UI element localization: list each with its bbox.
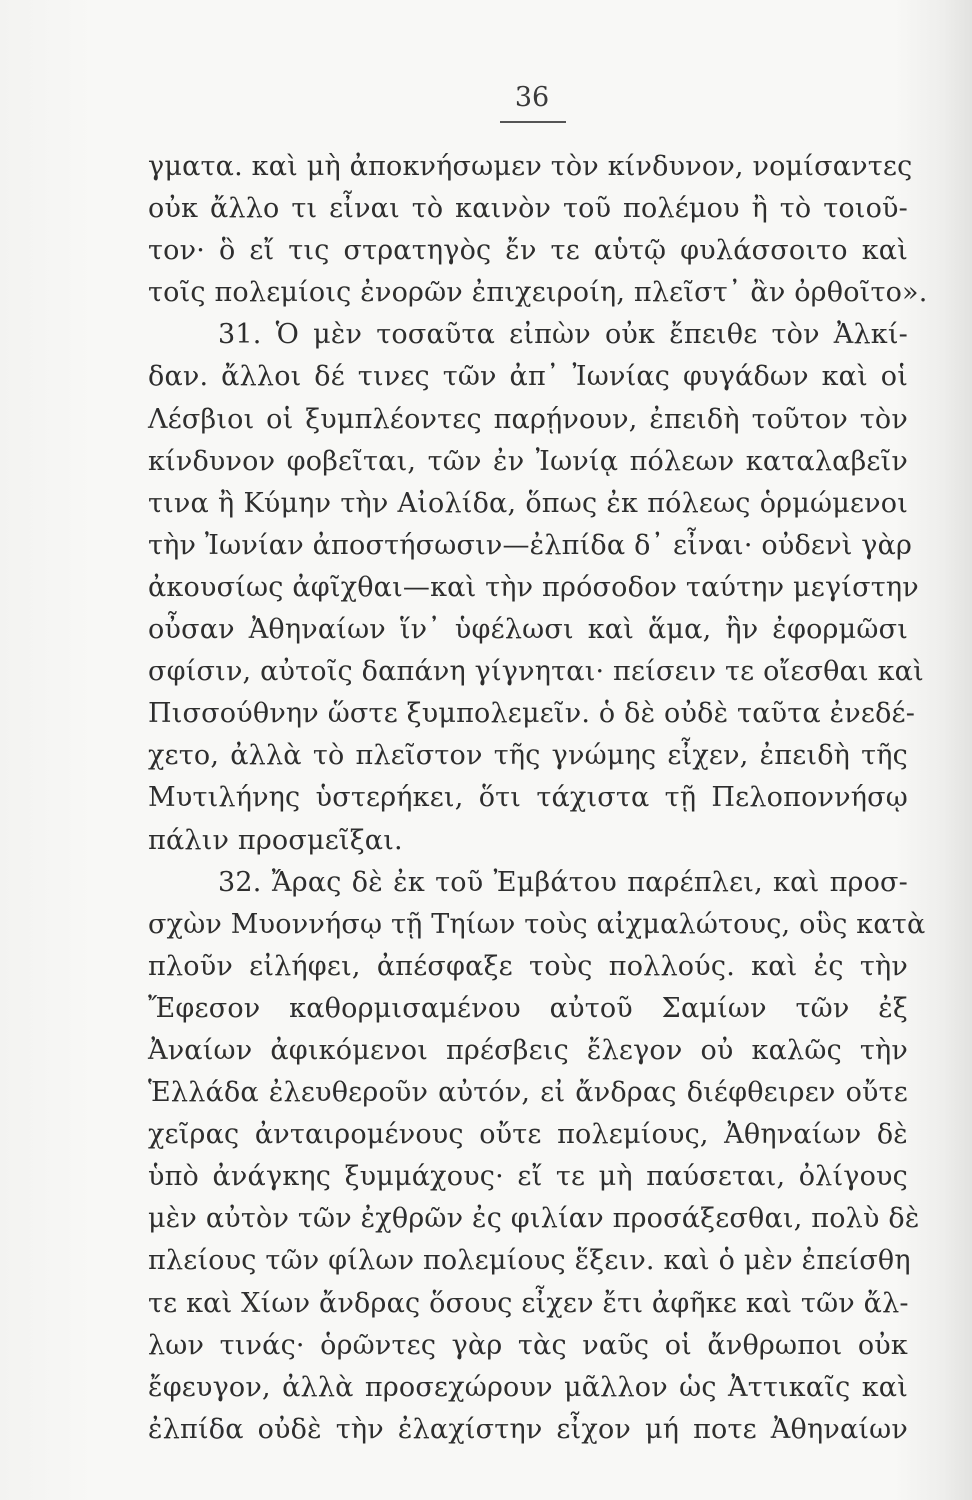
body-text	[148, 146, 928, 1451]
text-line: πάλιν προσμεῖξαι.	[148, 824, 403, 856]
text-line: τε καὶ Χίων ἄνδρας ὅσους εἶχεν ἔτι ἀφῆκε καὶ τῶν ἄλ-	[148, 1287, 909, 1319]
text-line: τὴν Ἰωνίαν ἀποστήσωσιν—ἐλπίδα δ᾿ εἶναι· οὐδενὶ γὰρ	[148, 529, 913, 561]
text-line: Ἀναίων ἀφικόμενοι πρέσβεις ἔλεγον οὐ καλῶς τὴν	[148, 1034, 908, 1066]
text-line: ἐλπίδα οὐδὲ τὴν ἐλαχίστην εἶχον μή ποτε Ἀθηναίων	[148, 1413, 908, 1445]
text-line: χεῖρας ἀνταιρομένους οὔτε πολεμίους, Ἀθηναίων δὲ	[148, 1119, 908, 1151]
text-line: σχὼν Μυοννήσῳ τῇ Τηίων τοὺς αἰχμαλώτους, οὓς κατὰ	[148, 908, 926, 940]
text-line: Μυτιλήνης ὑστερήκει, ὅτι τάχιστα τῇ Πελοποννήσῳ	[148, 782, 908, 814]
text-line: πλείους τῶν φίλων πολεμίους ἕξειν. καὶ ὁ μὲν ἐπείσθη	[148, 1245, 911, 1277]
text-line: 31. Ὁ μὲν τοσαῦτα εἰπὼν οὐκ ἔπειθε τὸν Ἀλκί-	[218, 319, 908, 351]
text-line: γματα. καὶ μὴ ἀποκνήσωμεν τὸν κίνδυνον, νομίσαντες	[148, 151, 913, 182]
text-line: Ἔφεσον καθορμισαμένου αὐτοῦ Σαμίων τῶν ἐξ	[148, 992, 908, 1024]
text-line: οὖσαν Ἀθηναίων ἵν᾿ ὑφέλωσι καὶ ἅμα, ἢν ἐφορμῶσι	[148, 614, 908, 646]
text-line: λων τινάς· ὁρῶντες γὰρ τὰς ναῦς οἱ ἄνθρωποι οὐκ	[148, 1329, 908, 1361]
text-line: τοῖς πολεμίοις ἐνορῶν ἐπιχειροίη, πλεῖστ᾿ ἂν ὀρθοῖτο».	[148, 277, 928, 309]
text-line: χετο, ἀλλὰ τὸ πλεῖστον τῆς γνώμης εἶχεν, ἐπειδὴ τῆς	[148, 740, 908, 772]
text-line: κίνδυνον φοβεῖται, τῶν ἐν Ἰωνίᾳ πόλεων καταλαβεῖν	[148, 445, 908, 477]
text-line: τινα ἢ Κύμην τὴν Αἰολίδα, ὅπως ἐκ πόλεως ὁρμώμενοι	[148, 487, 908, 519]
text-line: τον· ὃ εἴ τις στρατηγὸς ἔν τε αὑτῷ φυλάσσοιτο καὶ	[148, 235, 908, 267]
text-line: δαν. ἄλλοι δέ τινες τῶν ἀπ᾿ Ἰωνίας φυγάδων καὶ οἱ	[148, 361, 908, 393]
text-line: Λέσβιοι οἱ ξυμπλέοντες παρῄνουν, ἐπειδὴ τοῦτον τὸν	[148, 403, 908, 435]
page-number: 36	[514, 82, 550, 113]
text-line: Ἑλλάδα ἐλευθεροῦν αὐτόν, εἰ ἄνδρας διέφθειρεν οὔτε	[148, 1077, 908, 1109]
text-line: ἀκουσίως ἀφῖχθαι—καὶ τὴν πρόσοδον ταύτην μεγίστην	[148, 571, 919, 603]
text-line: ὑπὸ ἀνάγκης ξυμμάχους· εἴ τε μὴ παύσεται, ὀλίγους	[148, 1161, 908, 1193]
text-line: ἔφευγον, ἀλλὰ προσεχώρουν μᾶλλον ὡς Ἀττικαῖς καὶ	[148, 1371, 908, 1403]
text-line: 32. Ἄρας δὲ ἐκ τοῦ Ἐμβάτου παρέπλει, καὶ προσ-	[218, 866, 908, 898]
page-number-rule	[500, 121, 566, 123]
text-line: οὐκ ἄλλο τι εἶναι τὸ καινὸν τοῦ πολέμου ἢ τὸ τοιοῦ-	[148, 193, 908, 225]
text-line: Πισσούθνην ὥστε ξυμπολεμεῖν. ὁ δὲ οὐδὲ ταῦτα ἐνεδέ-	[148, 698, 916, 730]
text-line: μὲν αὐτὸν τῶν ἐχθρῶν ἐς φιλίαν προσάξεσθαι, πολὺ δὲ	[148, 1203, 920, 1235]
text-line: σφίσιν, αὐτοῖς δαπάνη γίγνηται· πείσειν τε οἴεσθαι καὶ	[148, 656, 924, 688]
text-line: πλοῦν εἰλήφει, ἀπέσφαξε τοὺς πολλούς. καὶ ἐς τὴν	[148, 950, 908, 982]
